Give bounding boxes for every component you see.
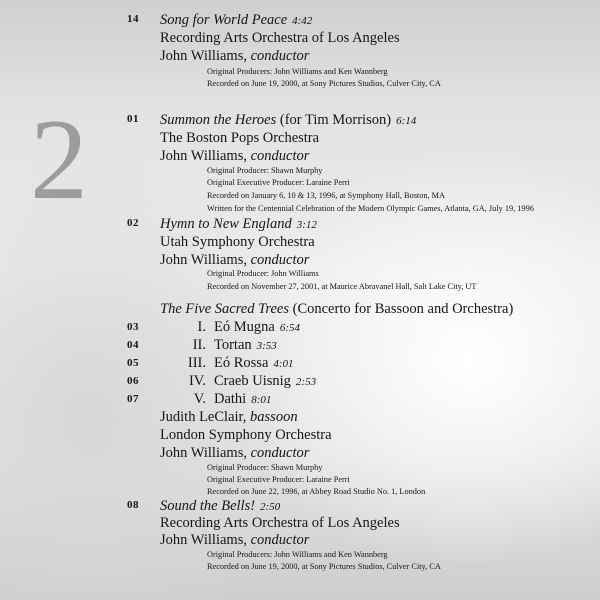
conductor-name: John Williams <box>160 48 244 64</box>
orchestra: London Symphony Orchestra <box>160 427 332 443</box>
track-title: Sound the Bells! <box>160 498 256 514</box>
movement-name: Tortan <box>214 337 252 353</box>
orchestra: The Boston Pops Orchestra <box>160 130 320 146</box>
credit-line: Recorded on June 19, 2000, at Sony Pictures Studios, Culver City, CA <box>207 79 441 88</box>
movement-duration: 6:54 <box>279 322 300 334</box>
track-title: Hymn to New England <box>160 216 292 232</box>
movement-numeral: I. <box>197 319 206 335</box>
movement <box>160 390 271 409</box>
movement-numeral: IV. <box>188 373 206 389</box>
work-title-line <box>160 300 513 318</box>
credit-line: Recorded on January 6, 10 & 13, 1996, at Symphony Hall, Boston, MA <box>207 191 446 200</box>
conductor-name: John Williams <box>160 148 244 164</box>
movement-name: Eó Rossa <box>214 355 269 371</box>
track-number: 04 <box>127 339 139 351</box>
track-number: 01 <box>127 113 139 125</box>
conductor-name: John Williams <box>160 532 244 548</box>
movement <box>160 372 316 391</box>
movement-numeral: II. <box>192 337 206 353</box>
movement-duration: 3:53 <box>256 340 277 352</box>
movement-numeral: III. <box>187 355 206 371</box>
credit-line: Original Producer: John Williams <box>207 269 319 278</box>
work-title: The Five Sacred Trees <box>160 301 289 317</box>
credit-line: Original Producers: John Williams and Ken Wannberg <box>207 67 388 76</box>
conductor-line: John Williams, conductor <box>160 445 310 461</box>
conductor-line: John Williams, conductor <box>160 48 310 64</box>
credit-line: Written for the Centennial Celebration of the Modern Olympic Games, Atlanta, GA, July 19, 1996 <box>207 204 534 213</box>
movement-duration: 8:01 <box>251 394 272 406</box>
track-subtitle: (for Tim Morrison) <box>279 112 392 128</box>
track-number: 02 <box>127 217 139 229</box>
movement <box>160 336 277 355</box>
conductor-role: conductor <box>250 532 310 548</box>
credit-line: Original Executive Producer: Laraine Perri <box>207 475 350 484</box>
track-title: Song for World Peace <box>160 12 288 28</box>
track-number: 05 <box>127 357 139 369</box>
conductor-line: John Williams, conductor <box>160 252 310 268</box>
conductor-role: conductor <box>250 252 310 268</box>
movement-numeral: V. <box>193 391 206 407</box>
disc-number: 2 <box>30 96 88 224</box>
credit-line: Original Producers: John Williams and Ken Wannberg <box>207 550 388 559</box>
movement <box>160 318 300 337</box>
conductor-line: John Williams, conductor <box>160 532 310 548</box>
conductor-role: conductor <box>250 445 310 461</box>
track-duration: 4:42 <box>292 15 313 27</box>
credit-line: Original Executive Producer: Laraine Perri <box>207 178 350 187</box>
movement-name: Eó Mugna <box>214 319 275 335</box>
orchestra: Recording Arts Orchestra of Los Angeles <box>160 30 400 46</box>
orchestra: Recording Arts Orchestra of Los Angeles <box>160 515 400 531</box>
track-number: 06 <box>127 375 139 387</box>
orchestra: Utah Symphony Orchestra <box>160 234 315 250</box>
conductor-role: conductor <box>250 148 310 164</box>
soloist-line: Judith LeClair, bassoon <box>160 409 298 425</box>
movement-duration: 4:01 <box>273 358 294 370</box>
movement-name: Dathi <box>214 391 247 407</box>
credit-line: Recorded on June 22, 1996, at Abbey Road Studio No. 1, London <box>207 487 426 496</box>
track-number: 07 <box>127 393 139 405</box>
track-number: 14 <box>127 13 139 25</box>
track-number: 08 <box>127 499 139 511</box>
soloist-role: bassoon <box>250 409 298 425</box>
conductor-role: conductor <box>250 48 310 64</box>
conductor-line: John Williams, conductor <box>160 148 310 164</box>
credit-line: Recorded on November 27, 2001, at Maurice Abravanel Hall, Salt Lake City, UT <box>207 282 477 291</box>
track-title-line <box>160 11 312 30</box>
movement <box>160 354 294 373</box>
work-subtitle: (Concerto for Bassoon and Orchestra) <box>292 301 514 317</box>
track-duration: 2:50 <box>260 501 281 513</box>
movement-name: Craeb Uisnig <box>214 373 291 389</box>
conductor-name: John Williams <box>160 252 244 268</box>
track-duration: 6:14 <box>396 115 417 127</box>
track-title: Summon the Heroes <box>160 112 277 128</box>
credit-line: Original Producer: Shawn Murphy <box>207 166 323 175</box>
movement-duration: 2:53 <box>295 376 317 388</box>
track-title-line <box>160 215 317 234</box>
conductor-name: John Williams <box>160 445 244 461</box>
soloist-name: Judith LeClair <box>160 409 243 425</box>
track-duration: 3:12 <box>296 219 317 231</box>
track-number: 03 <box>127 321 139 333</box>
credit-line: Recorded on June 19, 2000, at Sony Pictures Studios, Culver City, CA <box>207 562 441 571</box>
track-title-line <box>160 111 416 130</box>
credit-line: Original Producer: Shawn Murphy <box>207 463 323 472</box>
